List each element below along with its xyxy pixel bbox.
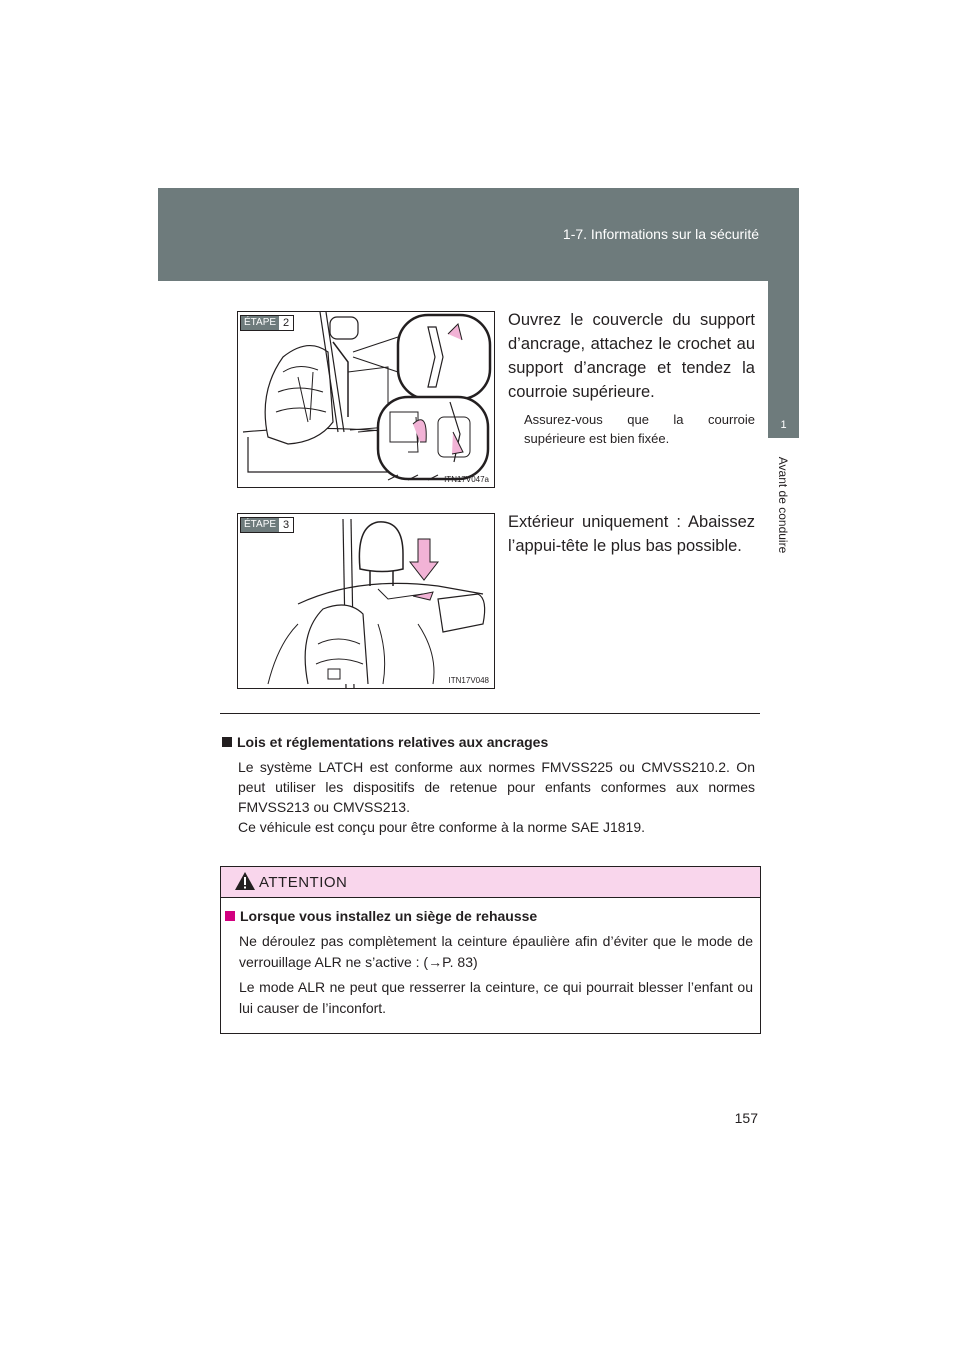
step-badge-word: ÉTAPE (241, 316, 279, 330)
chapter-number: 1 (780, 419, 787, 431)
caution-paragraph: Le mode ALR ne peut que resserrer la ceinture, ce qui pourrait blesser l’enfant ou lui causer de l’inconfort. (239, 979, 753, 1016)
step-badge-word: ÉTAPE (241, 518, 279, 532)
note-heading (222, 734, 548, 750)
section-header-band (158, 188, 799, 281)
chapter-label: Avant de conduire (776, 456, 790, 554)
bullet-square-icon (222, 737, 232, 747)
note-heading-text: Lois et réglementations relatives aux ancrages (237, 734, 549, 750)
caution-heading-text: Lorsque vous installez un siège de rehausse (240, 908, 538, 924)
caution-header (221, 867, 760, 898)
step-2-badge (240, 315, 294, 331)
step-2-subnote: Assurez-vous que la courroie supérieure est bien fixée. (524, 412, 755, 446)
figure-code: ITN17V047a (444, 475, 489, 484)
chapter-tab (768, 281, 799, 438)
note-paragraph: Ce véhicule est conçu pour être conforme à la norme SAE J1819. (238, 819, 645, 835)
headrest-lowering-illustration (238, 514, 494, 688)
caution-paragraph: Ne déroulez pas complètement la ceinture épaulière afin d’éviter que le mode de verrouillage ALR ne s’active : (→P. 83) (239, 933, 753, 970)
warning-triangle-icon (234, 871, 256, 891)
child-seat-anchor-illustration (238, 312, 494, 487)
step-3-instruction: Extérieur uniquement : Abaissez l’appui-tête le plus bas possible. (508, 513, 755, 555)
caution-box (220, 866, 761, 1034)
section-divider (220, 713, 760, 714)
step-badge-number: 2 (283, 317, 290, 329)
step-2-instruction: Ouvrez le couvercle du support d’ancrage, attachez le crochet au support d’ancrage et tendez la courroie supérieure. (508, 311, 755, 401)
note-body (238, 757, 755, 837)
page-number: 157 (734, 1110, 758, 1126)
section-title: 1-7. Informations sur la sécurité (562, 226, 759, 242)
step-2-illustration (237, 311, 495, 488)
caution-heading (225, 908, 537, 924)
caution-title: ATTENTION (259, 874, 348, 891)
figure-code: ITN17V048 (448, 676, 489, 685)
step-3-illustration (237, 513, 495, 689)
note-paragraph: Le système LATCH est conforme aux normes FMVSS225 ou CMVSS210.2. On peut utiliser les dispositifs de retenue pour enfants conformes aux normes FMVSS213 ou CMVSS213. (238, 759, 755, 815)
step-badge-number: 3 (283, 519, 290, 531)
step-3-badge (240, 517, 294, 533)
bullet-square-icon (225, 911, 235, 921)
